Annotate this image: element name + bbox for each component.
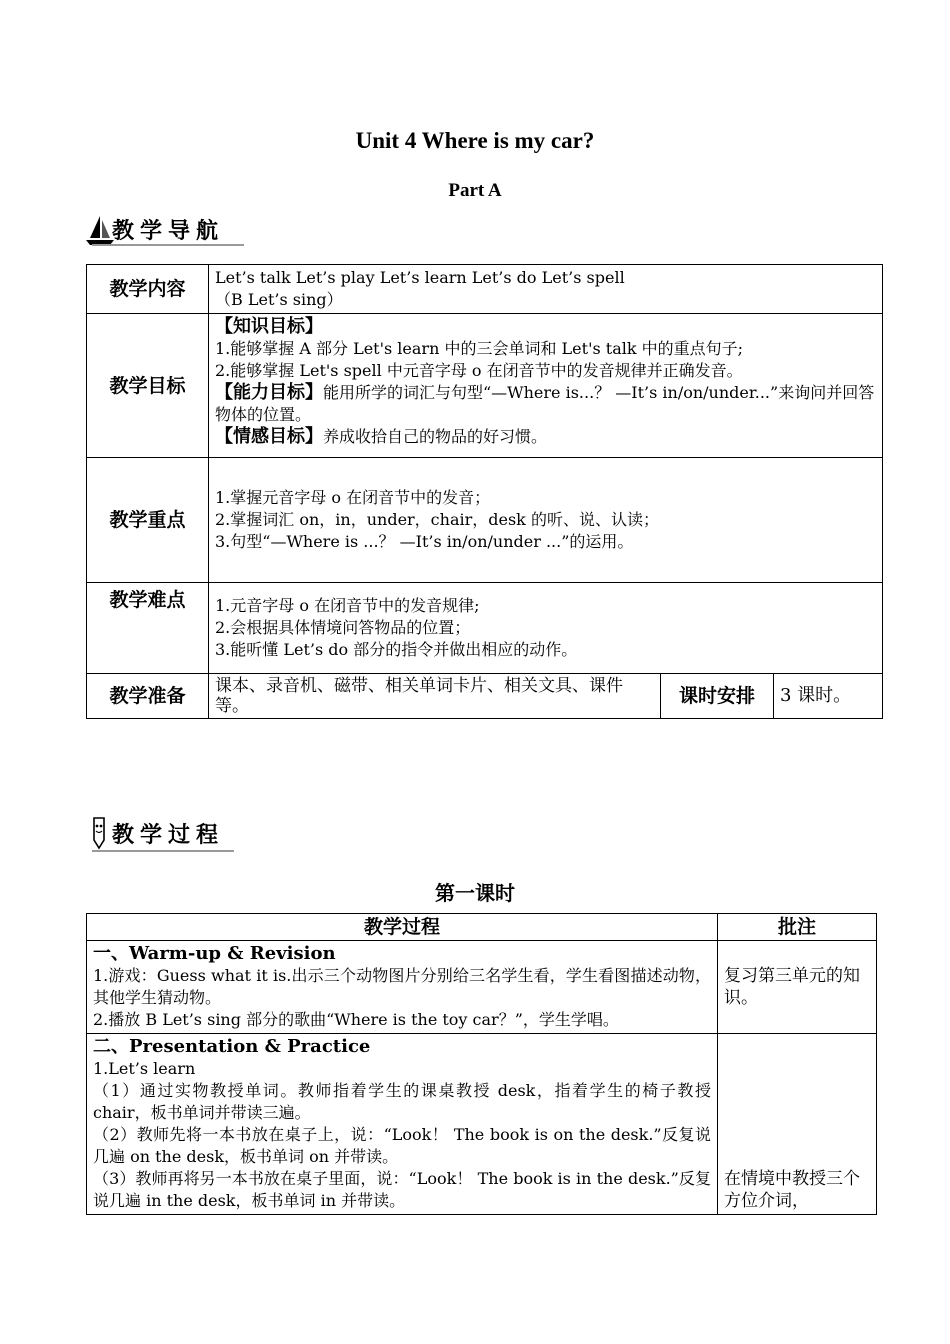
content-label: 教学内容 xyxy=(87,265,209,314)
difficulty-row xyxy=(87,583,883,674)
document-title: Unit 4 Where is my car? xyxy=(355,128,595,153)
emotion-text: 养成收拾自己的物品的好习惯。 xyxy=(323,427,548,446)
warmup-note: 复习第三单元的知识。 xyxy=(718,941,877,1034)
part-title: Part A xyxy=(448,180,502,201)
preparation-label: 教学准备 xyxy=(87,674,209,719)
content-cell xyxy=(209,265,883,314)
process-table xyxy=(86,913,877,1215)
key-points-label: 教学重点 xyxy=(87,458,209,583)
presentation-cell xyxy=(87,1034,718,1215)
warmup-cell xyxy=(87,941,718,1034)
knowledge-heading: 【知识目标】 xyxy=(215,316,323,337)
process-banner xyxy=(86,816,246,852)
pencil-character-icon xyxy=(86,816,112,852)
navigation-table xyxy=(86,264,883,719)
ability-text: 能用所学的词汇与句型“—Where is...？ —It’s in/on/under...”来询问并回答物体的位置。 xyxy=(215,383,875,424)
process-step: 1.游戏：Guess what it is.出示三个动物图片分别给三名学生看，学生看图描述动物，其他学生猜动物。 xyxy=(93,966,711,1007)
presentation-row xyxy=(87,1034,877,1215)
preparation-cell: 课本、录音机、磁带、相关单词卡片、相关文具、课件等。 xyxy=(209,674,661,719)
key-points-cell xyxy=(209,458,883,583)
goals-cell xyxy=(209,314,883,458)
nav-banner xyxy=(86,212,246,248)
key-point: 1.掌握元音字母 o 在闭音节中的发音； xyxy=(215,488,491,507)
notes-column-header: 批注 xyxy=(718,914,877,941)
emotion-heading: 【情感目标】 xyxy=(215,426,323,447)
section-title: 二、Presentation & Practice xyxy=(93,1036,371,1057)
content-line: Let’s talk Let’s play Let’s learn Let’s do Let’s spell xyxy=(215,268,625,287)
presentation-note: 在情境中教授三个方位介词， xyxy=(718,1034,877,1215)
banner-underline xyxy=(92,850,234,852)
process-step: 2.播放 B Let’s sing 部分的歌曲“Where is the toy car？”，学生学唱。 xyxy=(93,1010,619,1029)
preparation-row xyxy=(87,674,883,719)
key-point: 2.掌握词汇 on，in，under，chair，desk 的听、说、认读； xyxy=(215,510,659,529)
knowledge-item: 2.能够掌握 Let's spell 中元音字母 o 在闭音节中的发音规律并正确发音。 xyxy=(215,361,743,380)
nav-banner-text: 教学导航 xyxy=(112,219,225,244)
process-step: （3）教师再将另一本书放在桌子里面，说：“Look！ The book is in the desk.”反复说几遍 in the desk，板书单词 in 并带读。 xyxy=(93,1169,711,1210)
difficulty-label: 教学难点 xyxy=(87,583,209,674)
sailboat-icon xyxy=(86,214,114,246)
process-step: （2）教师先将一本书放在桌子上，说：“Look！ The book is on the desk.”反复说几遍 on the desk，板书单词 on 并带读。 xyxy=(93,1125,711,1166)
goals-label: 教学目标 xyxy=(87,314,209,458)
banner-underline xyxy=(92,244,244,246)
key-point: 3.句型“—Where is ...？ —It’s in/on/under ...”的运用。 xyxy=(215,532,634,551)
goals-row xyxy=(87,314,883,458)
difficulty-point: 1.元音字母 o 在闭音节中的发音规律; xyxy=(215,596,480,615)
process-column-header: 教学过程 xyxy=(87,914,718,941)
section-title: 一、Warm-up & Revision xyxy=(93,943,336,964)
key-points-row xyxy=(87,458,883,583)
lesson-title: 第一课时 xyxy=(435,881,515,905)
ability-heading: 【能力目标】 xyxy=(215,382,323,403)
difficulty-cell xyxy=(209,583,883,674)
difficulty-point: 3.能听懂 Let’s do 部分的指令并做出相应的动作。 xyxy=(215,640,578,659)
schedule-value: 3 课时。 xyxy=(774,674,883,719)
content-row xyxy=(87,265,883,314)
knowledge-item: 1.能够掌握 A 部分 Let's learn 中的三会单词和 Let's talk 中的重点句子; xyxy=(215,339,744,358)
process-banner-text: 教学过程 xyxy=(112,823,225,848)
warmup-row xyxy=(87,941,877,1034)
process-step: 1.Let’s learn xyxy=(93,1059,196,1078)
schedule-label: 课时安排 xyxy=(661,674,774,719)
difficulty-point: 2.会根据具体情境问答物品的位置； xyxy=(215,618,471,637)
process-step: （1）通过实物教授单词。教师指着学生的课桌教授 desk，指着学生的椅子教授 chair，板书单词并带读三遍。 xyxy=(93,1081,711,1122)
content-line: （B Let’s sing） xyxy=(215,290,343,309)
process-header-row xyxy=(87,914,877,941)
